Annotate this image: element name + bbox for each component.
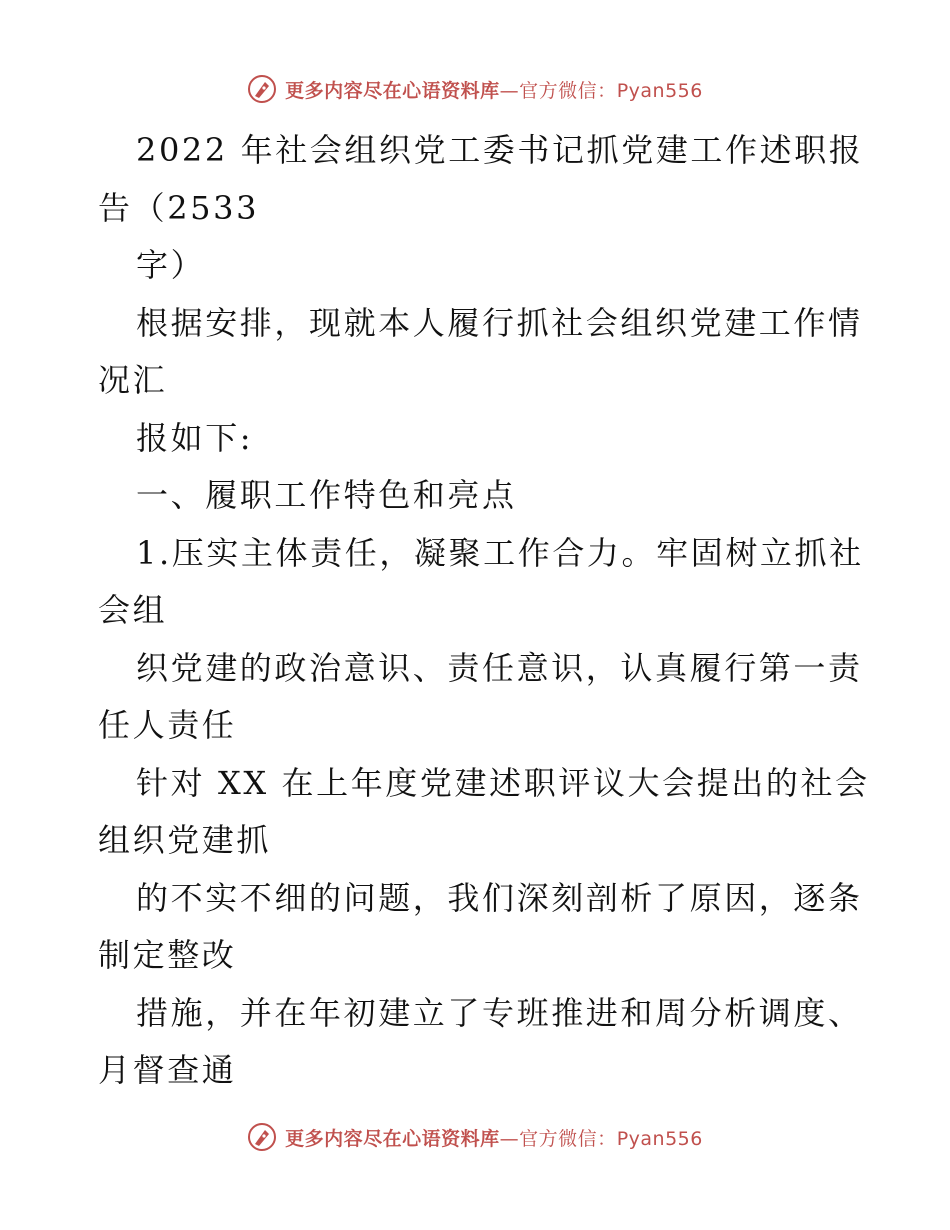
text-line: 织党建的政治意识、责任意识，认真履行第一责: [136, 648, 863, 687]
text-line: 的不实不细的问题，我们深刻剖析了原因，逐条: [136, 878, 863, 917]
text-line: 报如下:: [136, 418, 254, 457]
text-line: 1.压实主体责任，凝聚工作合力。牢固树立抓社: [136, 533, 864, 572]
pen-nib-logo-icon: [247, 74, 277, 104]
text-line: 任人责任: [98, 706, 237, 744]
text-line: 月督查通: [98, 1051, 237, 1089]
text-line: 针对 XX 在上年度党建述职评议大会提出的社会: [136, 763, 870, 802]
text-line: 字）: [136, 246, 206, 284]
text-line: 措施，并在年初建立了专班推进和周分析调度、: [136, 993, 863, 1032]
document-body: [98, 122, 868, 1100]
text-line: 2022 年社会组织党工委书记抓党建工作述职报: [136, 131, 864, 169]
text-line: 制定整改: [98, 936, 237, 974]
text-line: 组织党建抓: [98, 821, 272, 859]
text-line: 况汇: [98, 361, 168, 399]
text-line: 告（2533: [98, 188, 260, 227]
text-line: 一、履职工作特色和亮点: [136, 476, 517, 514]
footer-watermark: [0, 1122, 950, 1152]
pen-nib-logo-icon: [247, 1122, 277, 1152]
text-line: 根据安排，现就本人履行抓社会组织党建工作情: [136, 303, 863, 342]
text-line: 会组: [98, 591, 168, 629]
watermark-text: 更多内容尽在心语资料库—官方微信：Pyan556: [285, 1127, 703, 1150]
header-watermark: [0, 74, 950, 104]
watermark-text: 更多内容尽在心语资料库—官方微信：Pyan556: [285, 79, 703, 102]
